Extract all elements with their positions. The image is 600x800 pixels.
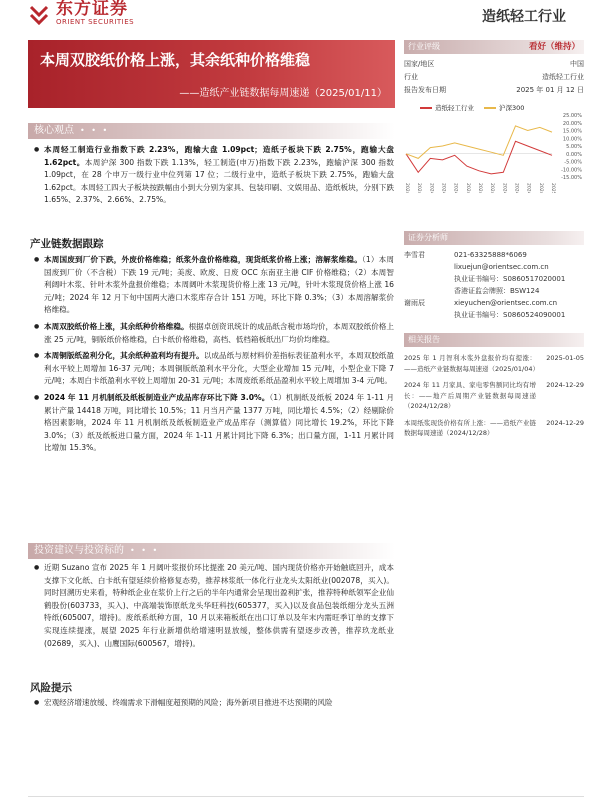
analyst-cert: 执业证书编号：S0860517020001 <box>454 275 566 283</box>
sidebar <box>404 40 584 445</box>
x-tick-label: 2024/01 <box>404 183 409 193</box>
y-tick-label: 0.00% <box>566 151 582 158</box>
x-tick-label: 2024/11 <box>525 183 531 193</box>
y-tick-label: 5.00% <box>566 144 582 150</box>
y-tick-label: 15.00% <box>562 128 582 135</box>
x-tick-label: 2024/09 <box>501 183 507 193</box>
chain-bullet-4: ● 2024 年 11 月机制纸及纸板制造业产成品库存环比下降 3.0%。（1）机制纸及纸板 2024 年 1-11 月累计产量 14418 万吨，同比增长 10.5%；11 月当月产量 1377 万吨，同比增长 4.5%；（2）经剔除价格因素影响，2024 年 11 月机制纸及纸板制造业产成品库存（测算值）同比增长 19.2%，环比下降 3.0%；（3）纸及纸板进口量方面，2024 年 1-11 月累计同比下降 6.3%；出口量方面，1-11 月累计同比增加 15.3%。 <box>34 392 394 455</box>
series-line-0 <box>406 141 552 174</box>
chain-section <box>34 254 394 459</box>
y-tick-label: -5.00% <box>564 159 582 166</box>
rating-bar: 行业评级 看好（维持） <box>404 40 584 54</box>
invest-heading: 投资建议与投资标的 • • • <box>28 543 395 559</box>
analyst-email[interactable]: xieyuchen@orientsec.com.cn <box>454 299 558 307</box>
chain-bullet-3: ● 本周铜版纸盈利分化，其余纸种盈利均有提升。以成品纸与原材料价差指标表征盈利水平，本周双胶纸盈利水平较上周增加 16-37 元/吨；本周铜版纸盈利水平分化，大型企业增加 15 元/吨，小型企业下降 7 元/吨；本周白卡纸盈利水平较上周增加 20-31 元/吨；本周废纸系纸品盈利水平较上周增加 3-4 元/吨。 <box>34 350 394 388</box>
logo-en: ORIENT SECURITIES <box>56 18 135 26</box>
x-tick-label: 2024/04 <box>440 183 446 193</box>
risk-bullet: ● 宏观经济增速放缓、终端需求下滑幅度超预期的风险；海外新项目推进不达预期的风险 <box>34 697 394 710</box>
risk-heading: 风险提示 <box>30 682 72 694</box>
chart-legend <box>420 103 524 112</box>
y-tick-label: 10.00% <box>562 136 582 143</box>
page-title: 本周双胶纸价格上涨，其余纸种价格维稳 <box>40 51 311 69</box>
y-tick-label: 20.00% <box>562 120 582 127</box>
x-tick-label: 2024/03 <box>428 183 434 193</box>
core-bullet: ● 本周轻工制造行业指数下跌 2.23%，跑输大盘 1.09pct；造纸子板块下跌 2.75%，跑输大盘 1.62pct。本周沪深 300 指数下跌 1.13%，轻工制造(申万)指数下跌 2.23%，跑输沪深 300 指数 1.09pct，在 28 个申万一级行业中位列第 17 位；二级行业中，造纸子板块下跌 2.75%，跑输大盘 1.62pct。本周轻工四大子板块按跌幅由小到大分别为家具、包装印刷、文娱用品、造纸板块，分别下跌 1.65%、2.37%、2.66%、2.75%。 <box>34 144 394 207</box>
y-tick-label: -10.00% <box>561 167 582 174</box>
logo <box>28 0 134 28</box>
x-tick-label: 2024/06 <box>464 183 470 193</box>
x-tick-label: 2024/10 <box>513 183 519 193</box>
info-row: 报告发布日期 2025 年 01 月 12 日 <box>404 86 584 94</box>
legend-item-industry: 造纸轻工行业 <box>420 103 474 112</box>
page-subtitle: ——造纸产业链数据每周速递（2025/01/11） <box>179 88 387 99</box>
legend-item-hs300: 沪深300 <box>484 103 524 112</box>
analyst-name: 谢雨辰 <box>404 299 425 307</box>
chain-heading: 产业链数据跟踪 <box>30 238 104 250</box>
logo-cn: 东方证券 <box>56 0 128 19</box>
info-row: 国家/地区 中国 <box>404 60 584 68</box>
x-tick-label: 2024/02 <box>416 183 422 193</box>
title-banner <box>28 40 395 108</box>
related-report[interactable]: 本周纸浆现货价格有所上涨：——造纸产业链数据每周速递（2024/12/28） 2024-12-29 <box>404 418 584 437</box>
footer-divider <box>28 796 584 797</box>
x-tick-label: 2024/05 <box>452 183 458 193</box>
related-report[interactable]: 2025 年 1 月智利木浆外盘报价均有提涨：——造纸产业链数据每周速递（2025/01/04） 2025-01-05 <box>404 354 584 373</box>
chain-bullet-2: ● 本周双胶纸价格上涨，其余纸种价格维稳。根据卓创资讯统计的成品纸含税市场均价，本周双胶纸价格上涨 25 元/吨，铜版纸价格维稳，白卡纸价格维稳，高档、低档箱板纸出厂均价均维稳。 <box>34 321 394 346</box>
invest-section <box>34 562 394 654</box>
invest-bullet: ● 近期 Suzano 宣布 2025 年 1 月阔叶浆报价环比提涨 20 美元/吨、国内现货价格亦开始触底回升，成本支撑下文化纸、白卡纸有望延续价格修复态势，推荐林浆纸一体化行业龙头太阳纸业(002078，买入)。同时回溯历史来看，特种纸企业在浆价上行之后的半年内通常会呈现出盈利扩张，推荐特种纸领军企业仙鹤股份(603733，买入)、中高端装饰原纸龙头华旺科技(605377，买入)以及食品包装纸细分龙头五洲特纸(605007，增持)。废纸系纸种方面，10 月以来箱板纸在出口订单以及年末内需旺季订单的支撑下实现连续提涨，展望 2025 年行业新增供给增速明显放缓，整体供需有望逐步改善，推荐玖龙纸业(02689，买入)、山鹰国际(600567，增持)。 <box>34 562 394 650</box>
y-tick-label: -15.00% <box>561 175 582 181</box>
performance-chart <box>404 103 584 193</box>
core-section <box>34 144 394 211</box>
logo-icon <box>28 3 50 25</box>
analyst-license: 香港证监会牌照：BSW124 <box>454 287 540 295</box>
rating-value: 看好（维持） <box>528 42 580 52</box>
analyst-bar: 证券分析师 <box>404 231 584 245</box>
related-bar: 相关报告 <box>404 333 584 347</box>
industry-label: 造纸轻工行业 <box>482 9 566 25</box>
analyst-phone: 021-63325888*6069 <box>454 251 527 259</box>
analyst-cert: 执业证书编号：S0860524090001 <box>454 311 566 319</box>
related-list <box>404 353 584 439</box>
core-heading: 核心观点 • • • <box>28 123 395 139</box>
x-tick-label: 2024/08 <box>489 183 495 193</box>
related-report[interactable]: 2024 年 11 月家具、家电零售额同比均有增长：——地产后周期产业链数据每周速递（2024/12/28） 2024-12-29 <box>404 381 584 410</box>
x-tick-label: 2025/01 <box>550 183 555 193</box>
page-header <box>0 0 600 40</box>
risk-section <box>34 697 394 714</box>
info-table <box>404 58 584 97</box>
info-row: 行业 造纸轻工行业 <box>404 73 584 81</box>
analyst-section <box>404 249 584 321</box>
analyst-name: 李雪君 <box>404 251 425 259</box>
y-tick-label: 25.00% <box>562 113 582 119</box>
chart-svg <box>404 103 584 193</box>
chain-bullet-1: ● 本周国废到厂价下跌，外废价格维稳；纸浆外盘价格维稳，现货纸浆价格上涨；溶解浆维稳。（1）本周国废到厂价（不含税）下跌 19 元/吨；美废、欧废、日废 OCC 东南亚主港 CIF 价格维稳；（2）本周智利阔叶木浆、针叶木浆外盘报价维稳；本周阔叶木浆现货价格上涨 13 元/吨，针叶木浆现货价格上涨 16 元/吨；2024 年 12 月下旬中国两大港口木浆库存合计 151 万吨，环比下降 0.3%；（3）本周溶解浆价格维稳。 <box>34 254 394 317</box>
x-tick-label: 2024/12 <box>537 183 543 193</box>
analyst-email[interactable]: lixuejun@orientsec.com.cn <box>454 263 549 271</box>
x-tick-label: 2024/07 <box>477 183 482 193</box>
